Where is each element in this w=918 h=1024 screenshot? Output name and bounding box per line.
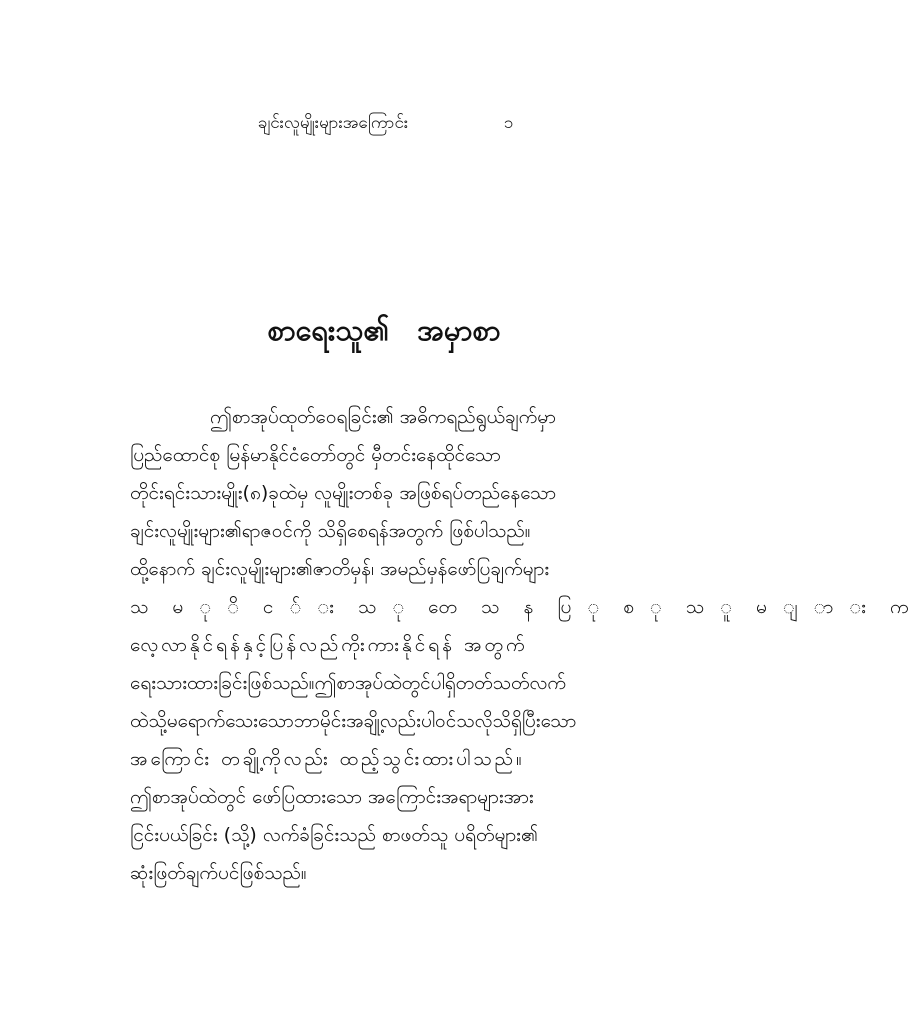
- body-line: ရေးသားထားခြင်းဖြစ်သည်။ဤစာအုပ်ထဲတွင်ပါရှိတတ်သတ်လက်: [130, 672, 566, 694]
- body-line: ထို့နောက် ချင်းလူမျိုးများ၏ဇာတိမှန်၊ အမည်မှန်ဖော်ပြချက်များ: [130, 558, 550, 580]
- body-line: တိုင်းရင်းသားမျိုး(၈)ခုထဲမှ လူမျိုးတစ်ခု အဖြစ်ရပ်တည်နေသော: [130, 482, 557, 504]
- heading-preface: အမှာစာ: [417, 313, 501, 347]
- body-line: ချင်းလူမျိုးများ၏ရာဇဝင်ကို သိရှိစေရန်အတွက် ဖြစ်ပါသည်။: [130, 520, 531, 542]
- section-heading: [0, 312, 768, 355]
- heading-author: စာရေးသူ၏: [267, 313, 390, 347]
- body-line: လေ့လာနိုင်ရန်နှင့်ပြန်လည်ကိုးကားနိုင်ရန် အတွက်: [130, 634, 528, 656]
- page-number: ၁: [504, 113, 514, 133]
- body-line: ဤစာအုပ်ထဲတွင် ဖော်ပြထားသော အကြောင်းအရာများအား: [130, 786, 534, 808]
- body-line: ငြင်းပယ်ခြင်း (သို့) လက်ခံခြင်းသည် စာဖတ်သူ ပရိတ်များ၏: [130, 824, 538, 846]
- body-line: အကြောင်း တချို့ကိုလည်း ထည့်သွင်းထားပါသည်။: [130, 748, 525, 770]
- preface-body: [130, 398, 918, 892]
- running-title: ချင်းလူမျိုးများအကြောင်း: [258, 113, 409, 133]
- body-line: ထဲသို့မရောက်သေးသောဘာမိုင်းအချို့လည်းပါဝင်သလိုသိရှိပြီးသော: [130, 710, 577, 732]
- body-line: ဆုံးဖြတ်ချက်ပင်ဖြစ်သည်။: [130, 862, 307, 884]
- body-line: ပြည်ထောင်စု မြန်မာနိုင်ငံတော်တွင် မှီတင်းနေထိုင်သော: [130, 444, 501, 466]
- body-line: ဤစာအုပ်ထုတ်ဝေရခြင်း၏ အဓိကရည်ရွယ်ချက်မှာ: [210, 406, 556, 428]
- running-header: [0, 112, 768, 142]
- body-line: သ မ ု ိ င ် း သ ု တေ သ န ပြ ု စ ု သ ူ မ ျ ာ း က: [130, 596, 918, 618]
